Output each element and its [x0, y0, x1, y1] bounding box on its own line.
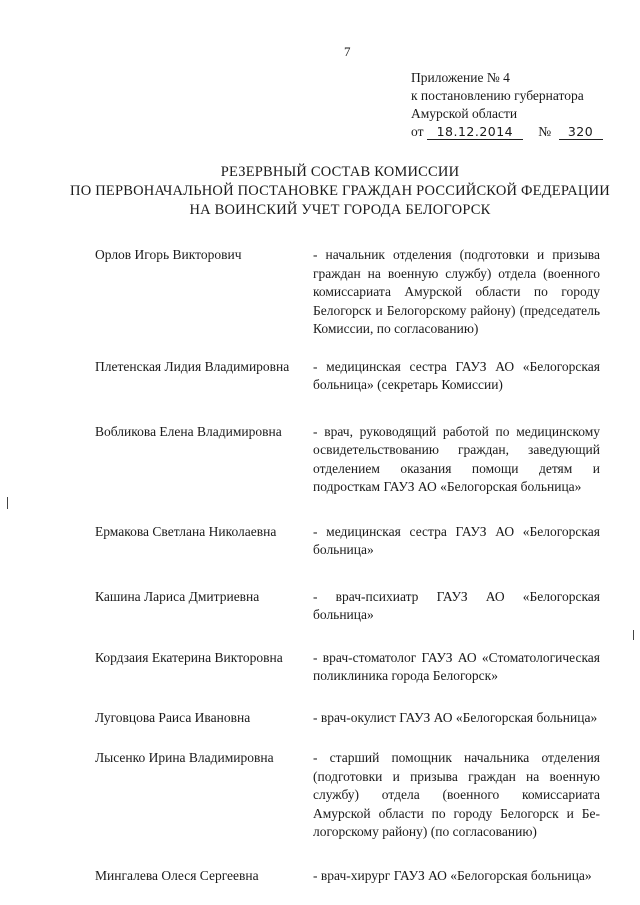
document-title: [70, 163, 610, 220]
member-role: - начальник отделения (подготовки и призыва граждан на военную службу) отдела (военного комиссариата Амурской области по городу Белогорск и Белогорскому району) (председатель Комиссии, по согласованию): [313, 247, 600, 336]
member-row: [95, 523, 600, 560]
title-line-1: РЕЗЕРВНЫЙ СОСТАВ КОМИССИИ: [220, 164, 460, 180]
member-name: Орлов Игорь Викторович: [95, 247, 242, 262]
handwritten-date: 18.12.2014: [427, 125, 523, 140]
members-list: [95, 246, 600, 885]
member-role: - врач-психиатр ГАУЗ АО «Белогорская больница»: [313, 588, 600, 622]
appendix-header: [411, 69, 626, 141]
member-role: - врач-хирург ГАУЗ АО «Белогорская больница»: [313, 867, 592, 883]
scan-edge-mark: [633, 630, 634, 640]
member-row: [95, 709, 600, 728]
member-name: Ермакова Светлана Николаевна: [95, 523, 277, 539]
number-sign: №: [538, 124, 552, 139]
scan-edge-mark: [7, 497, 8, 509]
member-role: - врач-окулист ГАУЗ АО «Белогорская больница»: [313, 709, 598, 725]
member-name: Лысенко Ирина Владимировна: [95, 750, 274, 765]
member-role: - медицинская сестра ГАУЗ АО «Белогорская больница»: [313, 523, 600, 557]
member-row: [95, 867, 600, 886]
appendix-title: Приложение № 4: [411, 70, 510, 85]
title-line-3: НА ВОИНСКИЙ УЧЕТ ГОРОДА БЕЛОГОРСК: [189, 202, 491, 218]
member-role: - врач-стоматолог ГАУЗ АО «Стоматологическая поликлиника города Белогорск»: [313, 649, 600, 683]
handwritten-number: 320: [559, 125, 603, 140]
member-row: [95, 649, 600, 686]
page-number: 7: [344, 44, 351, 59]
member-row: [95, 423, 600, 497]
member-name: Луговцова Раиса Ивановна: [95, 709, 251, 725]
member-row: [95, 246, 600, 339]
appendix-resolution: к постановлению губернатора: [411, 88, 584, 103]
member-role: - врач, руководящий работой по медицинскому освидетельствованию граждан, заведующий отделением оказания помощи детям и подросткам ГАУЗ АО «Белогорская больница»: [313, 423, 600, 494]
member-name: Кашина Лариса Дмитриевна: [95, 588, 260, 604]
member-role: - старший помощник начальника отделения (подготовки и призыва граждан на военную службу) отдела (военного комиссариата Амурской области по городу Белогорск и Белогорскому району) (по согласованию): [313, 750, 600, 839]
member-row: [95, 749, 600, 842]
member-name: Кордзаия Екатерина Викторовна: [95, 649, 283, 665]
title-line-2: ПО ПЕРВОНАЧАЛЬНОЙ ПОСТАНОВКЕ ГРАЖДАН РОССИЙСКОЙ ФЕДЕРАЦИИ: [70, 183, 610, 199]
date-prefix: от: [411, 124, 424, 139]
member-name: Вобликова Елена Владимировна: [95, 423, 282, 439]
member-name: Плетенская Лидия Владимировна: [95, 358, 290, 374]
member-row: [95, 588, 600, 625]
member-row: [95, 358, 600, 395]
member-name: Мингалева Олеся Сергеевна: [95, 867, 259, 883]
member-role: - медицинская сестра ГАУЗ АО «Белогорская больница» (секретарь Комиссии): [313, 358, 600, 392]
appendix-region: Амурской области: [411, 106, 518, 121]
appendix-date-line: [411, 123, 626, 141]
